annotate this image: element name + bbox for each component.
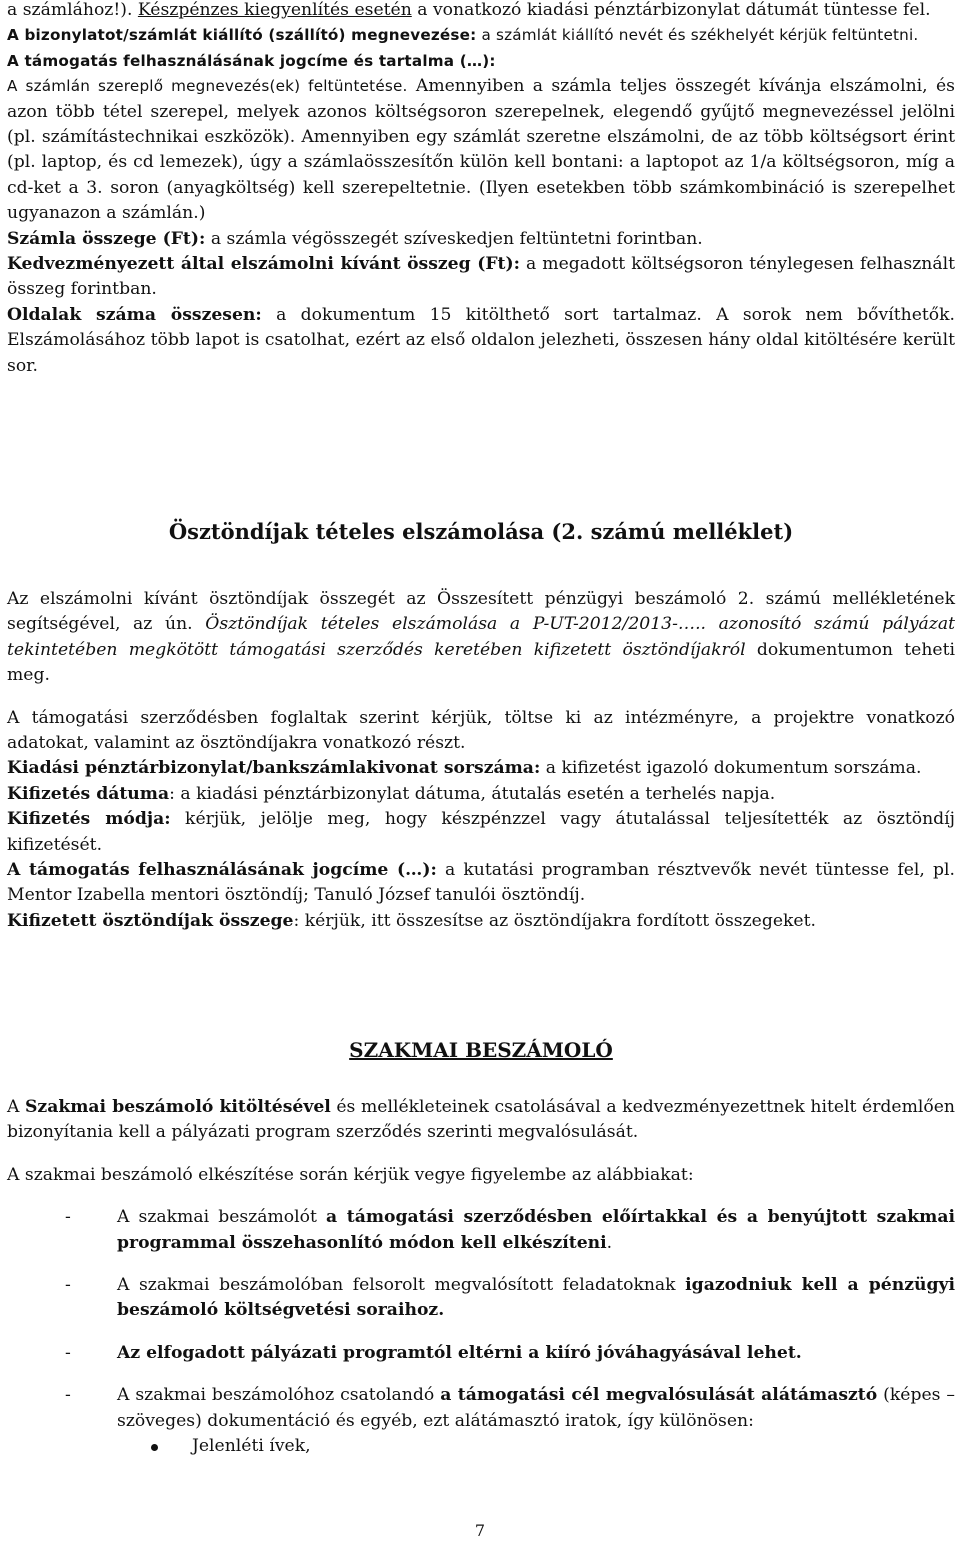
attachments-list [7,1434,955,1459]
text: a kifizetést igazoló dokumentum sorszáma. [540,758,922,779]
text: kérjük, jelölje meg, hogy készpénzzel vagy átutalással teljesítették az ösztöndíj kifizetését. [7,809,955,855]
dash-marker: - [65,1207,71,1228]
section-heading-professional-report: SZAKMAI BESZÁMOLÓ [349,1038,613,1062]
text: a számlához!). [7,0,138,20]
usage-label-2: A támogatás felhasználásának jogcíme (…): [7,860,437,881]
text: A szakmai beszámolót [117,1207,326,1228]
text: Az elszámolni kívánt ösztöndíjak összegét az Összesített pénzügyi beszámoló 2. számú mellékletének segítségével, az ún. [7,589,955,635]
section-heading-scholarships: Ösztöndíjak tételes elszámolása (2. számú melléklet) [168,519,794,544]
text: Jelenléti ívek, [192,1436,311,1457]
usage-label: A támogatás felhasználásának jogcíme és tartalma (…): [7,51,496,70]
paragraph-payment-date [7,0,955,23]
text: Amennyiben a számla teljes összegét kívánja elszámolni, és azon több tétel szerepel, melyek azonos költségsoron szerepelnek, elegendő gyűjtő megnevezéssel jelölni (pl. számítástechnikai eszközök). Amennyiben egy számlát szeretne elszámolni, de az több költségsort érint (pl. laptop, és cd lemezek), úgy a számlaösszesítőn külön kell bontani: a laptopot az 1/a költségsoron, míg a cd-ket a 3. soron (anyagköltség) kell szerepeltetnie. (Ilyen esetekben több számkombináció is szerepelhet ugyanazon a számlán.) [7,76,955,224]
text: A számlán szereplő megnevezés(ek) feltüntetése. [7,77,408,96]
payment-date-label: Kifizetés dátuma [7,783,170,804]
text: a vonatkozó kiadási pénztárbizonylat dátumát tüntesse fel. [411,0,931,20]
text: dokumentumon teheti meg. [7,639,955,686]
bold-text: a támogatási cél megvalósulását alátámasztó [440,1385,878,1406]
paragraph-report-intro [7,1095,955,1146]
text: a megadott költségsoron ténylegesen felhasznált összeg forintban. [7,254,955,300]
paragraph-fill-instructions: A támogatási szerződésben foglaltak szerint kérjük, töltse ki az intézményre, a projektre vonatkozó adatokat, valamint az ösztöndíjakra vonatkozó részt. [7,707,955,754]
paragraph-usage-title [7,49,955,227]
claimed-amount-label: Kedvezményezett által elszámolni kívánt összeg (Ft): [7,254,520,275]
list-item [7,1434,955,1459]
text: A szakmai beszámolóhoz csatolandó [117,1385,441,1406]
text: a kutatási programban résztvevők nevét tüntesse fel, pl. Mentor Izabella mentori ösztöndíj; Tanuló József tanulói ösztöndíj. [7,860,955,906]
bold-text: igazodniuk kell a pénzügyi beszámoló költségvetési soraihoz. [117,1275,955,1321]
section-invoice-notes [7,0,955,379]
issuer-label: A bizonylatot/számlát kiállító (szállító) megnevezése: [7,26,477,45]
bold-text: Az elfogadott pályázati programtól eltérni a kiíró jóváhagyásával lehet. [117,1342,802,1363]
paragraph-claimed-amount [7,252,955,303]
paragraph-page-count [7,303,955,379]
text: . [606,1232,613,1253]
section-professional-report [7,1095,955,1459]
dash-marker: - [65,1275,71,1296]
bullet-dot [151,1444,158,1451]
receipt-number-label: Kiadási pénztárbizonylat/bankszámlakivonat sorszáma: [7,758,541,779]
text: A szakmai beszámolóban felsorolt megvalósított feladatoknak [117,1275,686,1296]
text: (képes – szöveges) dokumentáció és egyéb, ezt alátámasztó iratok, így különösen: [117,1385,955,1431]
page-count-label: Oldalak száma összesen: [7,304,262,325]
document-title-italic: Ösztöndíjak tételes elszámolása a P-UT-2012/2013-….. azonosító számú pályázat tekintetében megkötött támogatási szerződés keretében kifizetett ösztöndíjakról [7,614,955,660]
list-item [7,1341,955,1366]
text: a dokumentum 15 kitölthető sort tartalmaz. A sorok nem bővíthetők. Elszámolásához több lapot is csatolhat, ezért az első oldalon jelezheti, összesen hány oldal kitöltésére került sor. [7,304,956,376]
paragraph-payment-method [7,807,955,858]
cash-payment-phrase: Készpénzes kiegyenlítés esetén [137,0,412,20]
paragraph-scholarship-total [7,909,955,934]
invoice-amount-label: Számla összege (Ft): [7,228,206,249]
dash-marker: - [65,1385,71,1406]
list-item [7,1273,955,1324]
section-scholarships [7,587,955,934]
text: : a kiadási pénztárbizonylat dátuma, átutalás esetén a terhelés napja. [169,783,776,804]
page-number: 7 [474,1521,486,1540]
list-item [7,1383,955,1434]
paragraph-scholarship-intro [7,587,955,689]
payment-method-label: Kifizetés módja: [7,809,171,830]
paragraph-usage-title-2 [7,858,955,909]
bold-text: a támogatási szerződésben előírtakkal és a benyújtott szakmai programmal összehasonlító módon kell elkészíteni [117,1207,955,1253]
text: a számlát kiállító nevét és székhelyét kérjük feltüntetni. [476,26,919,45]
text: és mellékleteinek csatolásával a kedvezményezettnek hitelt érdemlően bizonyítania kell a pályázati program szerződés szerinti megvalósulását. [7,1097,955,1143]
list-item [7,1205,955,1256]
text: A [7,1097,26,1117]
dash-marker: - [65,1342,71,1363]
requirements-list [7,1205,955,1434]
text: a számla végösszegét szíveskedjen feltüntetni forintban. [205,228,703,249]
text: : kérjük, itt összesítse az ösztöndíjakra fordított összegeket. [293,910,816,931]
report-fill-phrase: Szakmai beszámoló kitöltésével [25,1097,331,1117]
paragraph-issuer [7,23,955,48]
paragraph-payment-date-2 [7,782,955,807]
scholarship-total-label: Kifizetett ösztöndíjak összege [7,910,294,931]
paragraph-receipt-number [7,756,955,781]
paragraph-report-note: A szakmai beszámoló elkészítése során kérjük vegye figyelembe az alábbiakat: [7,1164,694,1185]
paragraph-invoice-amount [7,227,955,252]
